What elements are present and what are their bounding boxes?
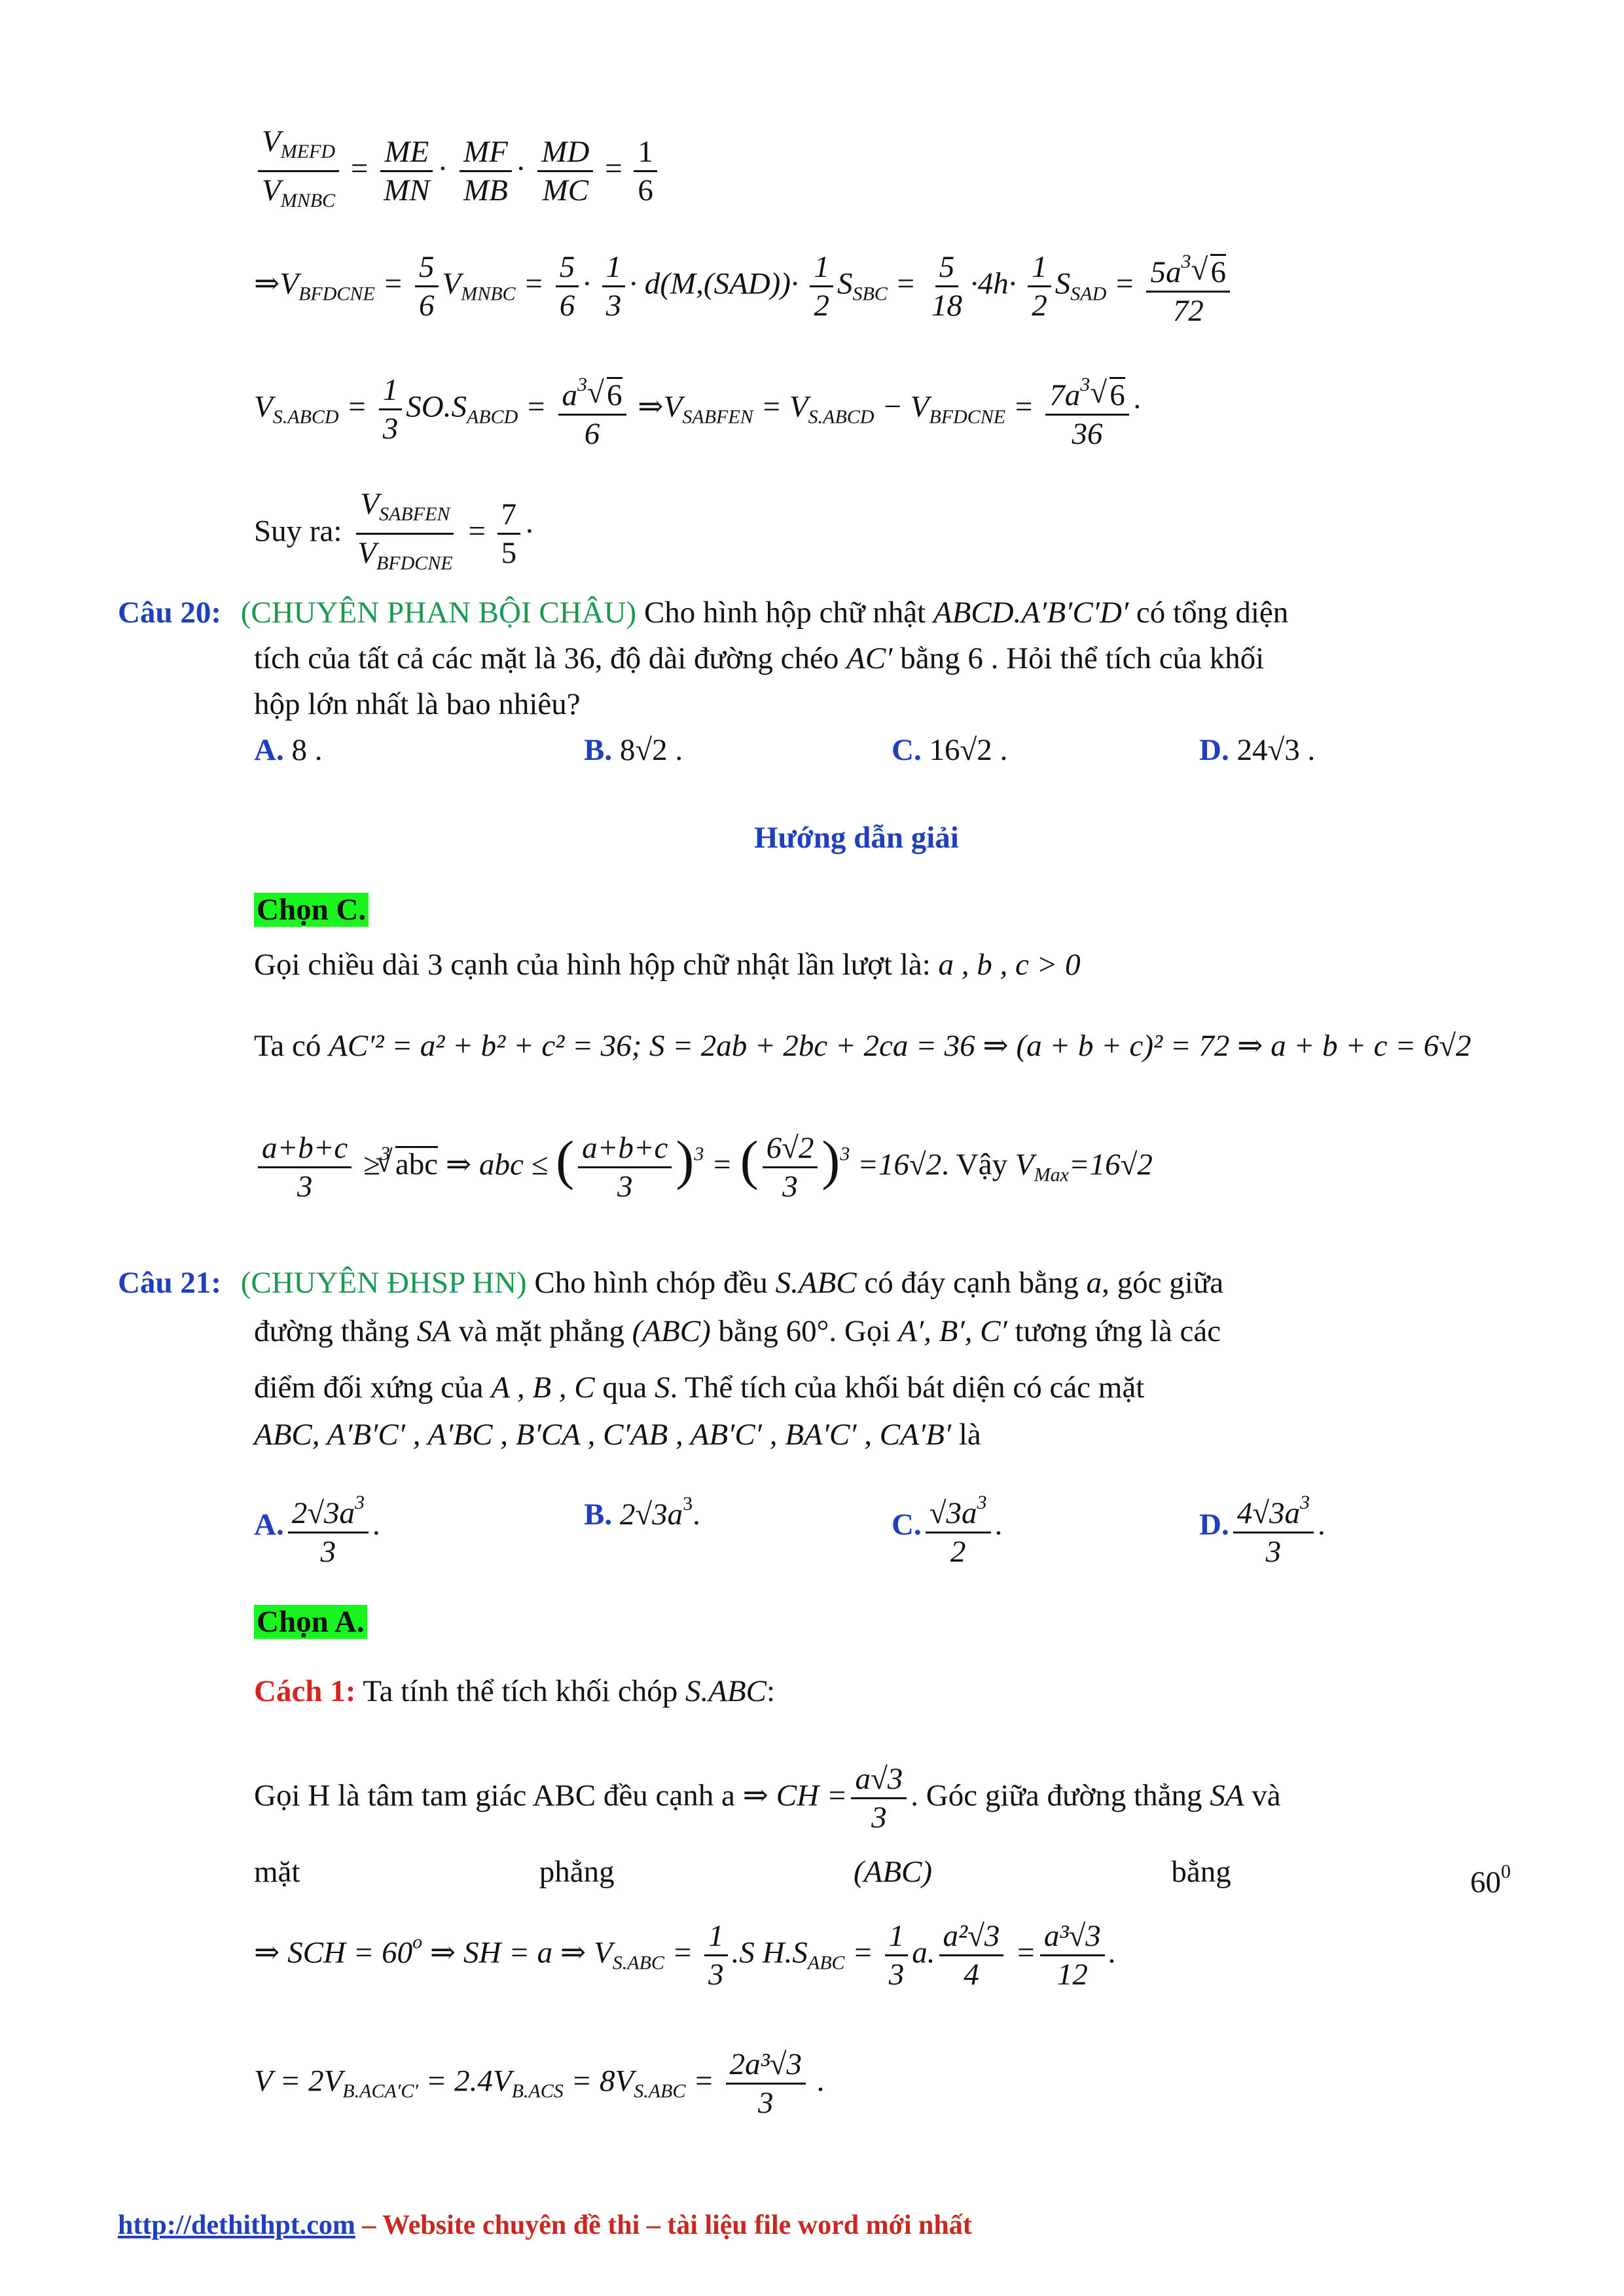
q20-solution-2: Ta có AC′² = a² + b² + c² = 36; S = 2ab + 2bc + 2ca = 36 ⇒ (a + b + c)² = 72 ⇒ a + b + c = 6√2 bbox=[254, 1029, 1471, 1063]
q21-option-d: D. $\frac{4√3a^3}{3}$ . bbox=[1199, 1484, 1326, 1570]
footer-link[interactable]: http://dethithpt.com bbox=[118, 2210, 355, 2240]
q20-option-b: B. 8√2 . bbox=[584, 733, 683, 767]
q21-method-1: Cách 1: Ta tính thể tích khối chóp S.ABC: bbox=[254, 1674, 776, 1708]
q20-solution-3: $\frac{a+b+c}{3}$ ≥$^3$√ abc ⇒ abc ≤ ( $\frac{a+b+c}{3}$ )$^3$ = ( $\frac{6√2}{3}$ )$^3$ =16√2. Vậy $V_{Max}=16√2$ bbox=[254, 1130, 1153, 1205]
q20-line-3: hộp lớn nhất là bao nhiêu? bbox=[254, 687, 581, 721]
q21-volume-line: $V = 2V_{B.ACA'C'} = 2.4V_{B.ACS} = 8V_{S.ABC}$ = $\frac{\text{2a³√3}}{3}$ . bbox=[254, 2047, 825, 2120]
formula-v-bfdcne: $\Rightarrow V_{BFDCNE}$ = $\frac{5}{6}$ $V_{MNBC}$ = $\frac{5}{6}$ · $\frac{1}{3}$ · d(M,(SAD))· $\frac{1}{2}$ $S_{SBC}$ = $\frac{5}{18}$ ·4h· $\frac{1}{2}$ $S_{SAD}$ = $\frac{5a^3√ 6}{72}$ bbox=[254, 243, 1234, 329]
formula-v-sabcd: $V_{S.ABCD}$ = $\frac{1}{3}$ $SO.S_{ABCD}$ = $\frac{a^3√ 6}{6}$ $\Rightarrow V_{SABFEN} = V_{S.ABCD} - V_{BFDCNE}$ = $\frac{7a^3√ 6}{36}$ · bbox=[254, 367, 1141, 452]
q21-source: (CHUYÊN ĐHSP HN) bbox=[240, 1266, 527, 1300]
q20-line-1: Câu 20: (CHUYÊN PHAN BỘI CHÂU) Cho hình hộp chữ nhật ABCD.A′B′C′D′ có tổng diện bbox=[118, 596, 1289, 630]
q21-label: Câu 21: bbox=[118, 1266, 221, 1300]
q20-source: (CHUYÊN PHAN BỘI CHÂU) bbox=[240, 596, 637, 630]
q20-label: Câu 20: bbox=[118, 596, 221, 630]
q20-line-2: tích của tất cả các mặt là 36, độ dài đường chéo AC′ bằng 6 . Hỏi thể tích của khối bbox=[254, 641, 1265, 675]
conclusion-ratio: Suy ra: $\frac{V_{SABFEN}}{V_{BFDCNE}}$ = $\frac{7}{5}$ · bbox=[254, 487, 535, 574]
q21-option-c: C. $\frac{√3a^3}{2}$ . bbox=[892, 1484, 1002, 1570]
q21-centroid-line: Gọi H là tâm tam giác ABC đều cạnh a ⇒ CH = $\frac{a√3}{3}$ . Góc giữa đường thẳng SA và bbox=[254, 1762, 1281, 1835]
q21-plane-line: mặt phẳng (ABC) bằng $60^0$ bbox=[254, 1855, 1511, 1899]
formula-volume-ratio: $\frac{V_{MEFD}}{V_{MNBC}}$ = $\frac{ME}{MN}$ · $\frac{MF}{MB}$ · $\frac{MD}{MC}$ = $\frac{1}{6}$ bbox=[254, 123, 661, 219]
footer-text: – Website chuyên đề thi – tài liệu file word mới nhất bbox=[355, 2210, 972, 2240]
page-footer bbox=[118, 2206, 972, 2245]
q21-line-3: điểm đối xứng của A , B , C qua S. Thể tích của khối bát diện có các mặt bbox=[254, 1371, 1145, 1405]
q20-option-d: D. 24√3 . bbox=[1199, 733, 1316, 767]
q20-answer-choice: Chọn C. bbox=[254, 890, 369, 929]
q21-sch-line: ⇒ SCH = $60^o$ ⇒ SH = a ⇒ $V_{S.ABC}$ = $\frac{1}{3}$ .S $H.S_{ABC}$ = $\frac{1}{3}$ a. $\frac{\text{a²√3}}{4}$ = $\frac{\text{a³√3}}{12}$ . bbox=[254, 1919, 1117, 1992]
q20-guide-heading: Hướng dẫn giải bbox=[754, 821, 959, 855]
q21-line-4: ABC, A′B′C′ , A′BC , B′CA , C′AB , AB′C′ , BA′C′ , CA′B′ là bbox=[254, 1418, 981, 1452]
q21-answer-choice: Chọn A. bbox=[254, 1602, 367, 1641]
q21-line-2: đường thẳng SA và mặt phẳng (ABC) bằng 60°. Gọi A′, B′, C′ tương ứng là các bbox=[254, 1314, 1221, 1348]
q21-option-b: B. $2√3a^3$. bbox=[584, 1493, 700, 1532]
q21-line-1: Câu 21: (CHUYÊN ĐHSP HN) Cho hình chóp đều S.ABC có đáy cạnh bằng a, góc giữa bbox=[118, 1266, 1224, 1300]
q20-option-a: A. 8 . bbox=[254, 733, 323, 767]
q21-option-a: A. $\frac{2√3a^3}{3}$ . bbox=[254, 1484, 380, 1570]
q20-solution-1: Gọi chiều dài 3 cạnh của hình hộp chữ nhật lần lượt là: a , b , c > 0 bbox=[254, 948, 1081, 982]
q20-option-c: C. 16√2 . bbox=[892, 733, 1008, 767]
